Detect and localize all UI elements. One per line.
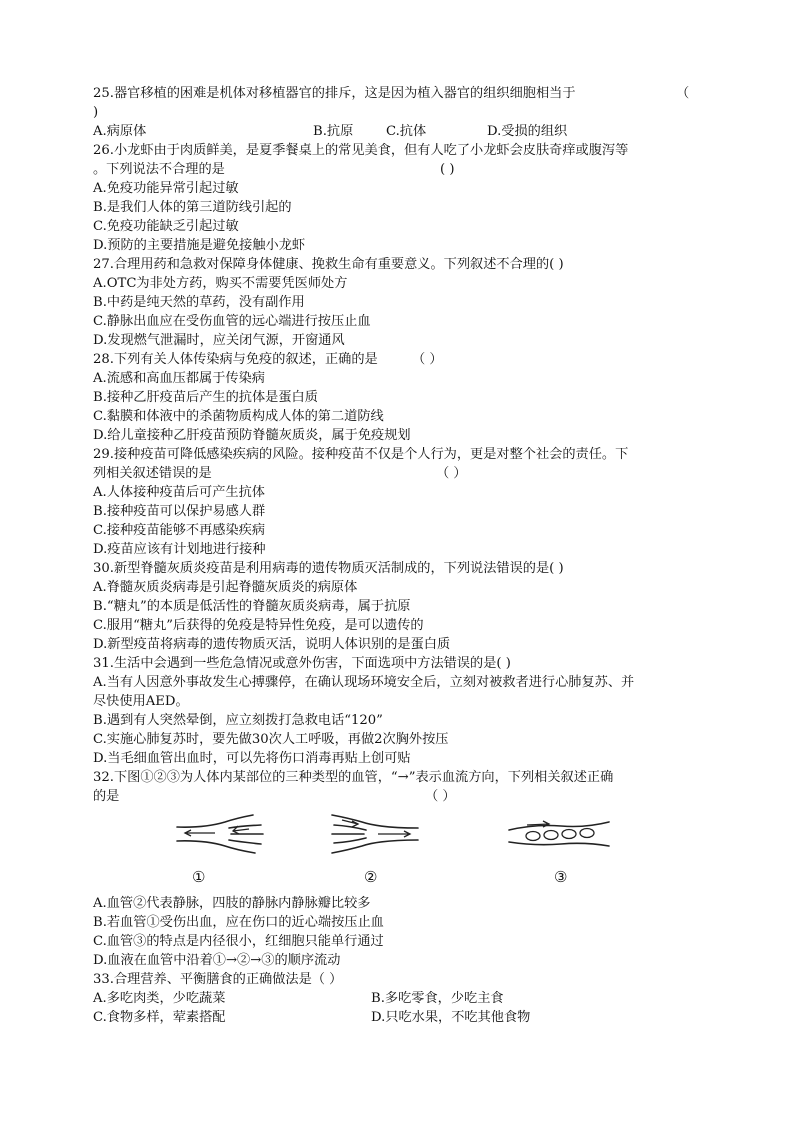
blood-vessel-figures — [150, 808, 630, 898]
vessel-diagram-2 — [328, 812, 420, 856]
q31-option-a-line1: A.当有人因意外事故发生心搏骤停，在确认现场环境安全后，立刻对被救者进行心肺复苏、并 — [93, 675, 635, 690]
figure-label-1: ① — [192, 868, 206, 886]
q32-option-d: D.血液在血管中沿着①→②→③的顺序流动 — [93, 953, 341, 968]
q29-paren: （ ） — [436, 466, 467, 481]
q26-option-a: A.免疫功能异常引起过敏 — [93, 181, 239, 196]
q32-stem-line2: 的是 — [93, 789, 120, 804]
q32-option-b: B.若血管①受伤出血，应在伤口的近心端按压止血 — [93, 915, 384, 930]
q28-option-b: B.接种乙肝疫苗后产生的抗体是蛋白质 — [93, 390, 318, 405]
q29-stem-line2: 列相关叙述错误的是 — [93, 466, 212, 481]
q29-option-b: B.接种疫苗可以保护易感人群 — [93, 504, 266, 519]
q32-option-c: C.血管③的特点是内径很小，红细胞只能单行通过 — [93, 934, 384, 949]
q30-option-a: A.脊髓灰质炎病毒是引起脊髓灰质炎的病原体 — [93, 580, 358, 595]
q28-option-a: A.流感和高血压都属于传染病 — [93, 371, 265, 386]
q31-option-c: C.实施心肺复苏时，要先做30次人工呼吸，再做2次胸外按压 — [93, 732, 449, 747]
q32-paren: （ ） — [425, 789, 456, 804]
q27-option-c: C.静脉出血应在受伤血管的远心端进行按压止血 — [93, 314, 371, 329]
q27-option-d: D.发现燃气泄漏时，应关闭气源，开窗通风 — [93, 333, 345, 348]
q26-stem-line2: 。下列说法不合理的是 — [93, 162, 225, 177]
q26-option-d: D.预防的主要措施是避免接触小龙虾 — [93, 238, 306, 253]
q25-option-c: C.抗体 — [386, 124, 427, 139]
q26-option-c: C.免疫功能缺乏引起过敏 — [93, 219, 239, 234]
q28-option-d: D.给儿童接种乙肝疫苗预防脊髓灰质炎，属于免疫规划 — [93, 428, 411, 443]
q33-option-a: A.多吃肉类，少吃蔬菜 — [93, 991, 226, 1006]
q29-option-a: A.人体接种疫苗后可产生抗体 — [93, 485, 265, 500]
q29-stem-line1: 29.接种疫苗可降低感染疾病的风险。接种疫苗不仅是个人行为，更是对整个社会的责任。下 — [93, 447, 629, 462]
q30-option-c: C.服用“糖丸”后获得的免疫是特异性免疫，是可以遗传的 — [93, 618, 424, 633]
q33-stem: 33.合理营养、平衡膳食的正确做法是（ ） — [93, 972, 343, 987]
q25-option-d: D.受损的组织 — [487, 124, 568, 139]
q27-option-a: A.OTC为非处方药，购买不需要凭医师处方 — [93, 276, 348, 291]
q31-stem: 31.生活中会遇到一些危急情况或意外伤害，下面选项中方法错误的是( ) — [93, 656, 511, 671]
q25-option-a: A.病原体 — [93, 124, 147, 139]
q28-option-c: C.黏膜和体液中的杀菌物质构成人体的第二道防线 — [93, 409, 384, 424]
vessel-diagram-3 — [505, 812, 613, 856]
q31-option-b: B.遇到有人突然晕倒，应立刻拨打急救电话“120” — [93, 713, 383, 728]
figure-label-3: ③ — [554, 868, 568, 886]
q31-option-d: D.当毛细血管出血时，可以先将伤口消毒再贴上创可贴 — [93, 751, 411, 766]
q25-stem: 25.器官移植的困难是机体对移植器官的排斥，这是因为植入器官的组织细胞相当于 — [93, 86, 576, 101]
vessel-diagram-1 — [175, 812, 267, 856]
q25-paren-close: ) — [93, 105, 99, 120]
q33-option-d: D.只吃水果，不吃其他食物 — [371, 1010, 531, 1025]
q30-stem: 30.新型脊髓灰质炎疫苗是利用病毒的遗传物质灭活制成的，下列说法错误的是( ) — [93, 561, 564, 576]
q26-stem-line1: 26.小龙虾由于肉质鲜美，是夏季餐桌上的常见美食，但有人吃了小龙虾会皮肤奇痒或腹泻等 — [93, 143, 629, 158]
q27-stem: 27.合理用药和急救对保障身体健康、挽救生命有重要意义。下列叙述不合理的( ) — [93, 257, 564, 272]
q31-option-a-line2: 尽快使用AED。 — [93, 694, 189, 709]
q32-option-a: A.血管②代表静脉，四肢的静脉内静脉瓣比较多 — [93, 896, 371, 911]
q28-stem: 28.下列有关人体传染病与免疫的叙述，正确的是 — [93, 352, 378, 367]
q28-paren: （ ） — [412, 352, 443, 367]
q29-option-d: D.疫苗应该有计划地进行接种 — [93, 542, 266, 557]
q33-option-c: C.食物多样，荤素搭配 — [93, 1010, 226, 1025]
q33-option-b: B.多吃零食，少吃主食 — [371, 991, 504, 1006]
q26-option-b: B.是我们人体的第三道防线引起的 — [93, 200, 292, 215]
q25-paren-open: （ — [676, 86, 690, 101]
q27-option-b: B.中药是纯天然的草药，没有副作用 — [93, 295, 305, 310]
q25-option-b: B.抗原 — [313, 124, 354, 139]
q30-option-d: D.新型疫苗将病毒的遗传物质灭活，说明人体识别的是蛋白质 — [93, 637, 451, 652]
figure-label-2: ② — [364, 868, 378, 886]
q26-paren: ( ) — [440, 162, 455, 177]
q30-option-b: B.“糖丸”的本质是低活性的脊髓灰质炎病毒，属于抗原 — [93, 599, 411, 614]
q32-stem-line1: 32.下图①②③为人体内某部位的三种类型的血管，“→”表示血流方向，下列相关叙述正确 — [93, 770, 614, 785]
q29-option-c: C.接种疫苗能够不再感染疾病 — [93, 523, 266, 538]
